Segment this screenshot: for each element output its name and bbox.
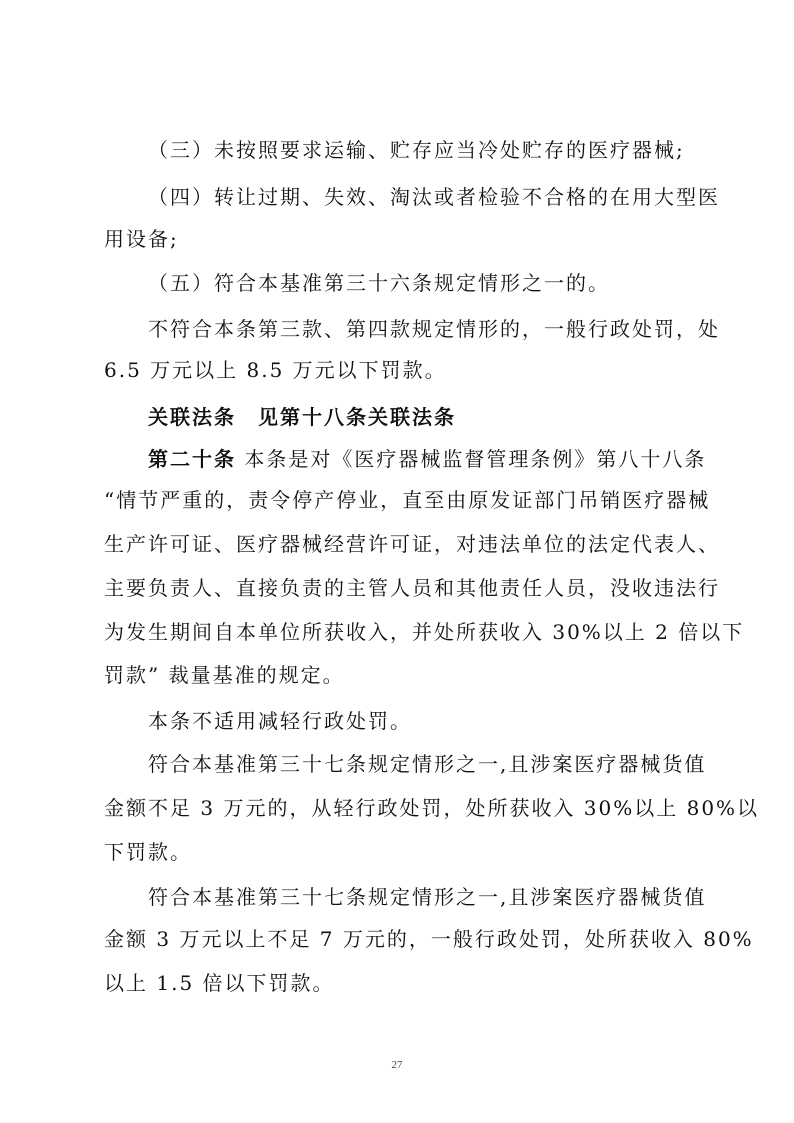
paragraph-line-1: （三）未按照要求运输、贮存应当冷处贮存的医疗器械; [148,138,685,162]
article-line-1 [0,445,794,473]
paragraph-line-6: 6.5 万元以上 8.5 万元以下罚款。 [104,358,447,382]
article-heading: 第二十条 [148,447,236,471]
page-number: 27 [391,1059,403,1071]
paragraph-line-10: 生产许可证、医疗器械经营许可证，对违法单位的法定代表人、 [104,532,720,556]
paragraph-line-11: 主要负责人、直接负责的主管人员和其他责任人员，没收违法行 [104,576,720,600]
paragraph-line-5: 不符合本条第三款、第四款规定情形的，一般行政处罚，处 [148,317,720,341]
paragraph-line-13: 罚款” 裁量基准的规定。 [104,663,345,687]
paragraph-line-14: 本条不适用减轻行政处罚。 [148,709,412,733]
paragraph-line-12: 为发生期间自本单位所获收入，并处所获收入 30%以上 2 倍以下 [104,620,745,644]
paragraph-line-20: 以上 1.5 倍以下罚款。 [104,971,335,995]
paragraph-line-15: 符合本基准第三十七条规定情形之一,且涉案医疗器械货值 [148,752,707,776]
paragraph-line-3: 用设备; [104,227,179,251]
related-law-heading: 关联法条 见第十八条关联法条 [148,405,456,429]
paragraph-line-4: （五）符合本基准第三十六条规定情形之一的。 [148,271,610,295]
paragraph-line-17: 下罚款。 [104,840,192,864]
paragraph-line-18: 符合本基准第三十七条规定情形之一,且涉案医疗器械货值 [148,885,707,909]
paragraph-line-9: “情节严重的，责令停产停业，直至由原发证部门吊销医疗器械 [104,488,711,512]
paragraph-line-16: 金额不足 3 万元的，从轻行政处罚，处所获收入 30%以上 80%以 [104,796,760,820]
article-line-1-text: 本条是对《医疗器械监督管理条例》第八十八条 [244,447,707,471]
paragraph-line-19: 金额 3 万元以上不足 7 万元的，一般行政处罚，处所获收入 80% [104,927,754,951]
paragraph-line-2: （四）转让过期、失效、淘汰或者检验不合格的在用大型医 [148,185,720,209]
